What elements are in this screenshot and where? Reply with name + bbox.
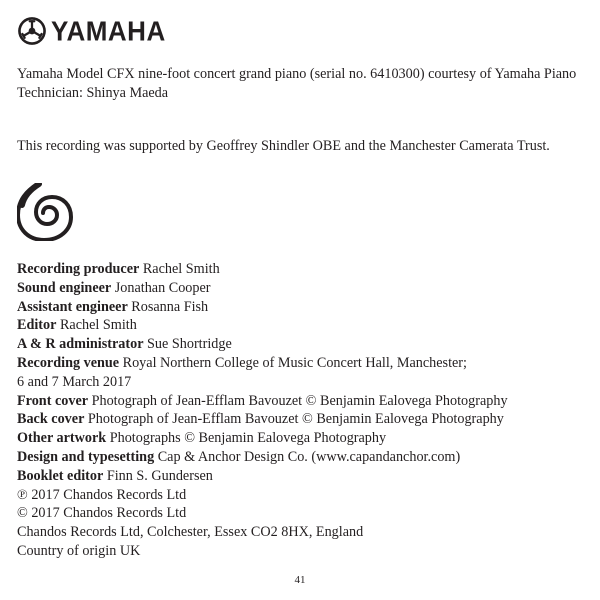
yamaha-wordmark: YAMAHA: [51, 15, 166, 47]
credit-value: Sue Shortridge: [147, 336, 232, 353]
credit-line: [17, 316, 592, 335]
credit-value: Chandos Records Ltd, Colchester, Essex CO2 8HX, England: [17, 524, 364, 541]
yamaha-tuning-fork-emblem-icon: [17, 16, 47, 46]
page-number: 41: [294, 574, 306, 586]
credit-value: Rachel Smith: [59, 317, 137, 334]
credit-value: © 2017 Chandos Records Ltd: [17, 505, 187, 522]
credit-line: [17, 504, 592, 523]
credit-value: Photograph of Jean-Efflam Bavouzet © Benjamin Ealovega Photography: [87, 411, 504, 428]
credit-value: Finn S. Gundersen: [106, 467, 213, 484]
credit-line: [17, 392, 592, 411]
credit-line: [17, 410, 592, 429]
credit-label: Design and typesetting: [17, 448, 155, 465]
credit-value: Country of origin UK: [17, 542, 141, 559]
credit-label: Booklet editor: [17, 467, 104, 484]
credit-value: Photograph of Jean-Efflam Bavouzet © Benjamin Ealovega Photography: [91, 392, 508, 409]
credit-value: 6 and 7 March 2017: [17, 373, 132, 390]
credit-value: Photographs © Benjamin Ealovega Photography: [109, 430, 387, 447]
credit-label: Recording venue: [17, 354, 120, 371]
credit-line: [17, 542, 592, 561]
credit-line: [17, 335, 592, 354]
credit-value: Rachel Smith: [142, 261, 220, 277]
credit-line: [17, 298, 592, 317]
chandos-swirl-logo-icon: [17, 183, 73, 241]
credit-value: Rosanna Fish: [131, 298, 209, 315]
credit-value: Royal Northern College of Music Concert Hall, Manchester;: [122, 354, 467, 371]
credit-value: Cap & Anchor Design Co. (www.capandanchor.com): [157, 448, 461, 465]
credit-value: Jonathan Cooper: [114, 279, 211, 296]
credit-line: [17, 429, 592, 448]
yamaha-logo: [17, 16, 166, 46]
credit-label: Editor: [17, 317, 57, 334]
credits-list: [17, 260, 592, 561]
credit-label: A & R administrator: [17, 336, 144, 353]
credit-line: [17, 467, 592, 486]
credit-label: Other artwork: [17, 430, 107, 447]
credit-line: [17, 354, 592, 373]
credit-value: ℗ 2017 Chandos Records Ltd: [17, 486, 187, 503]
credit-label: Assistant engineer: [17, 298, 128, 315]
support-acknowledgement-paragraph: This recording was supported by Geoffrey Shindler OBE and the Manchester Camerata Trust.: [17, 138, 550, 154]
credit-label: Recording producer: [17, 261, 140, 277]
credit-line: [17, 260, 592, 279]
credit-line: [17, 486, 592, 505]
credit-line: [17, 448, 592, 467]
credit-label: Back cover: [17, 411, 85, 428]
instrument-credit-paragraph: Yamaha Model CFX nine-foot concert grand piano (serial no. 6410300) courtesy of Yamaha Piano Technician: Shinya Maeda: [17, 66, 577, 101]
credit-line: [17, 279, 592, 298]
credit-label: Front cover: [17, 392, 89, 409]
credit-line: [17, 523, 592, 542]
credit-line: [17, 373, 592, 392]
credit-label: Sound engineer: [17, 279, 112, 296]
